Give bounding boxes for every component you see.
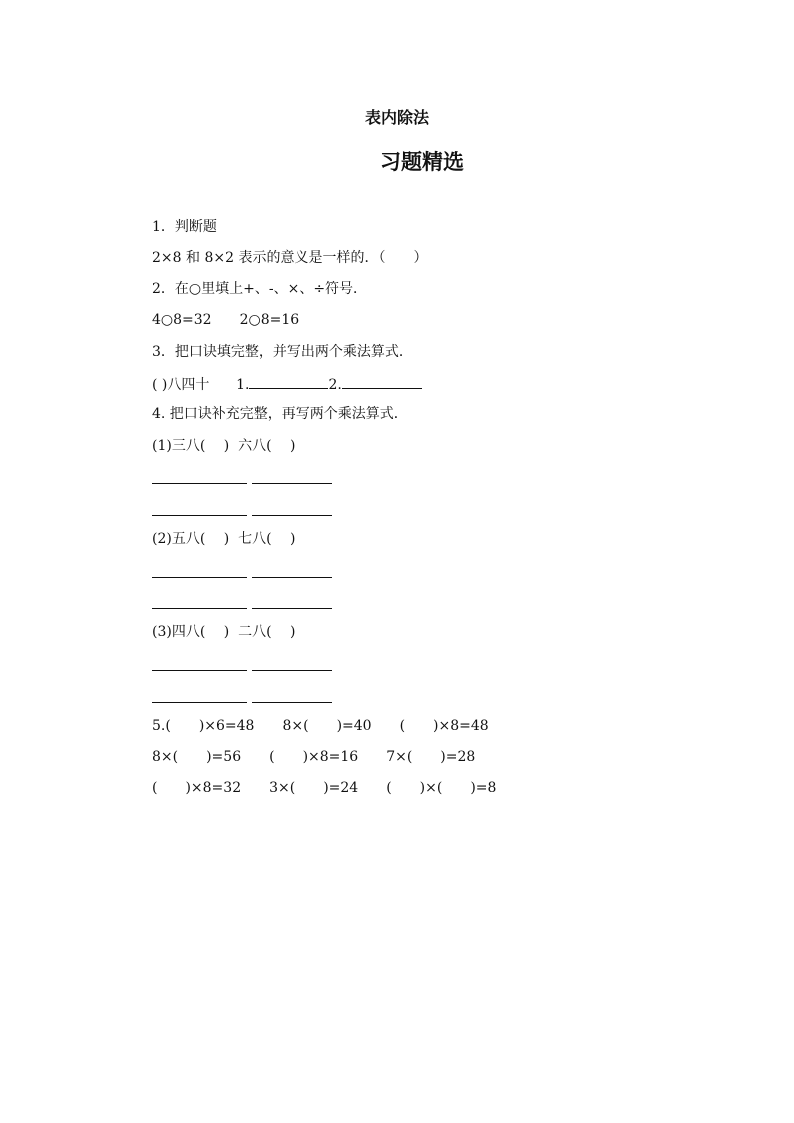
q3-blank-label-1: 1. [236, 377, 250, 393]
q2-text: 4○8=32 2○8=16 [152, 312, 300, 328]
q5-row-3: ( )×8=32 3×( )=24 ( )×( )=8 [152, 780, 497, 796]
q4-part-3: (3)四八( ) 二八( ) [152, 624, 296, 640]
page-title: 表内除法 [364, 108, 429, 127]
q3-prefix: ( )八四十 [152, 377, 210, 393]
q1-heading: 1．判断题 [152, 219, 217, 235]
q4-2-line-c[interactable] [152, 608, 247, 609]
q4-part-2: (2)五八( ) 七八( ) [152, 531, 296, 547]
q4-3-line-c[interactable] [152, 702, 247, 703]
q4-part-1: (1)三八( ) 六八( ) [152, 438, 296, 454]
q3-blank-label-2: 2. [328, 377, 342, 393]
q3-heading: 3．把口诀填完整，并写出两个乘法算式． [152, 344, 413, 360]
q2-heading: 2．在○里填上+、-、×、÷符号． [152, 281, 368, 297]
q4-2-line-a[interactable] [152, 577, 247, 578]
q4-3-line-d[interactable] [252, 702, 332, 703]
q5-row-1: 5.( )×6=48 8×( )=40 ( )×8=48 [152, 718, 489, 734]
page-subtitle: 习题精选 [380, 149, 464, 174]
q4-2-line-b[interactable] [252, 577, 332, 578]
q4-1-line-b[interactable] [252, 483, 332, 484]
q4-1-line-c[interactable] [152, 515, 247, 516]
q4-3-line-b[interactable] [252, 670, 332, 671]
q4-3-line-a[interactable] [152, 670, 247, 671]
q4-1-line-a[interactable] [152, 483, 247, 484]
q3-blank-1[interactable] [249, 374, 328, 389]
q4-1-line-d[interactable] [252, 515, 332, 516]
q4-heading: 4. 把口诀补充完整，再写两个乘法算式． [152, 406, 408, 422]
q3-answer-row [152, 374, 422, 394]
q5-row-2: 8×( )=56 ( )×8=16 7×( )=28 [152, 749, 476, 765]
q1-text: 2×8 和 8×2 表示的意义是一样的．（ ） [152, 250, 428, 266]
q4-2-line-d[interactable] [252, 608, 332, 609]
q3-blank-2[interactable] [342, 374, 422, 389]
